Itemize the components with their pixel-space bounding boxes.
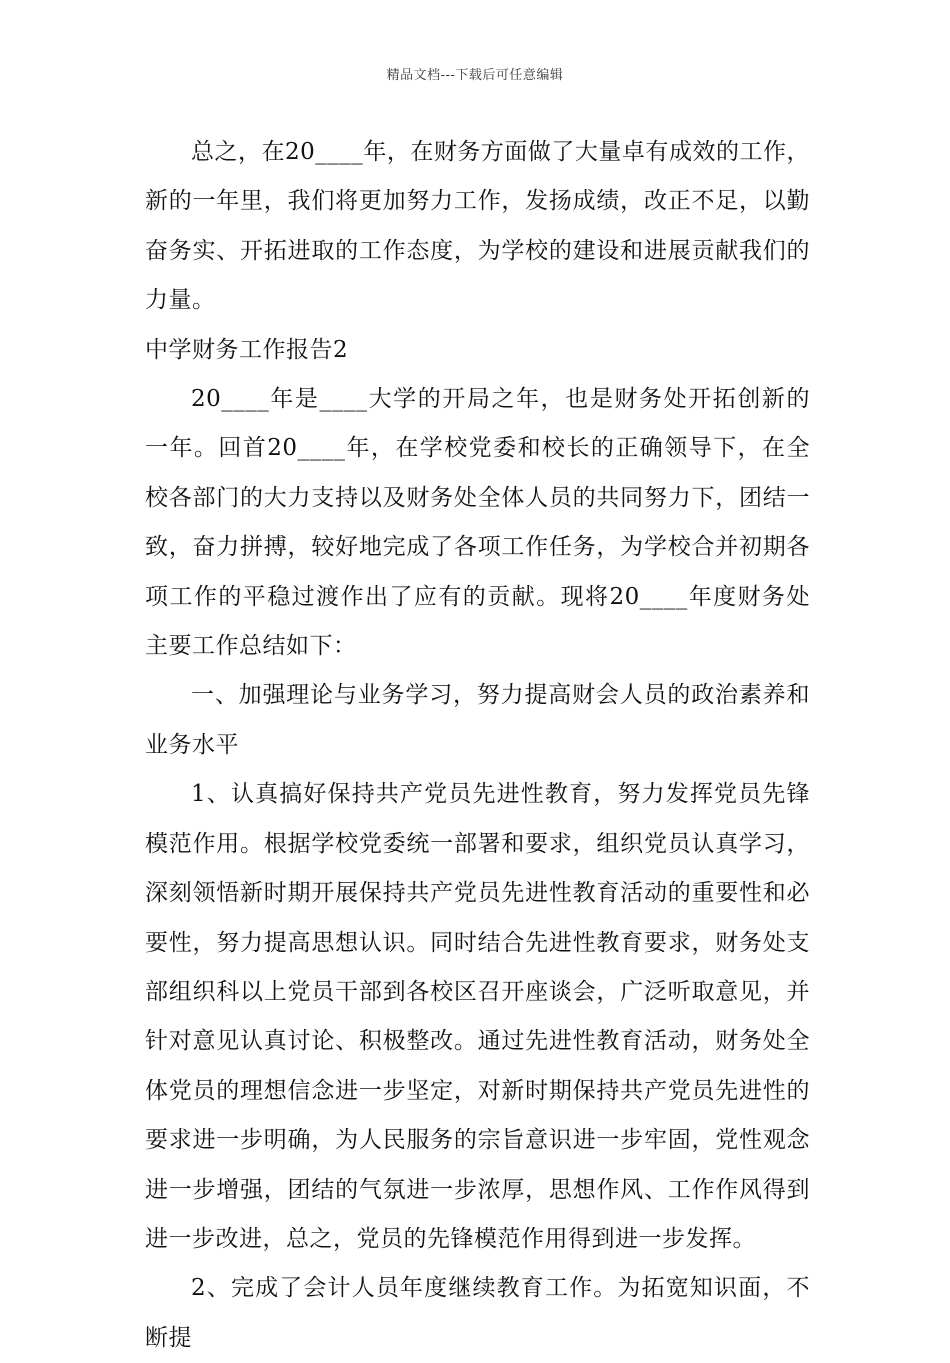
paragraph-item-1: 1、认真搞好保持共产党员先进性教育，努力发挥党员先锋模范作用。根据学校党委统一部署和要求，组织党员认真学习，深刻领悟新时期开展保持共产党员先进性教育活动的重要性和必要性，努力提高思想认识。同时结合先进性教育要求，财务处支部组织科以上党员干部到各校区召开座谈会，广泛听取意见，并针对意见认真讨论、积极整改。通过先进性教育活动，财务处全体党员的理想信念进一步坚定，对新时期保持共产党员先进性的要求进一步明确，为人民服务的宗旨意识进一步牢固，党性观念进一步增强，团结的气氛进一步浓厚，思想作风、工作作风得到进一步改进，总之，党员的先锋模范作用得到进一步发挥。 bbox=[145, 781, 810, 1252]
document-body bbox=[145, 128, 810, 1363]
paragraph-intro: 20____年是____大学的开局之年，也是财务处开拓创新的一年。回首20____年，在学校党委和校长的正确领导下，在全校各部门的大力支持以及财务处全体人员的共同努力下，团结一致，奋力拼搏，较好地完成了各项工作任务，为学校合并初期各项工作的平稳过渡作出了应有的贡献。现将20____年度财务处主要工作总结如下： bbox=[145, 386, 810, 660]
section-heading-one: 一、加强理论与业务学习，努力提高财会人员的政治素养和业务水平 bbox=[145, 682, 810, 758]
page-header: 精品文档---下载后可任意编辑 bbox=[386, 68, 564, 83]
paragraph-conclusion: 总之，在20____年，在财务方面做了大量卓有成效的工作，新的一年里，我们将更加努力工作，发扬成绩，改正不足，以勤奋务实、开拓进取的工作态度，为学校的建设和进展贡献我们的力量。 bbox=[145, 139, 810, 314]
section-title: 中学财务工作报告2 bbox=[145, 336, 349, 363]
paragraph-item-2: 2、完成了会计人员年度继续教育工作。为拓宽知识面，不断提 bbox=[145, 1275, 810, 1351]
